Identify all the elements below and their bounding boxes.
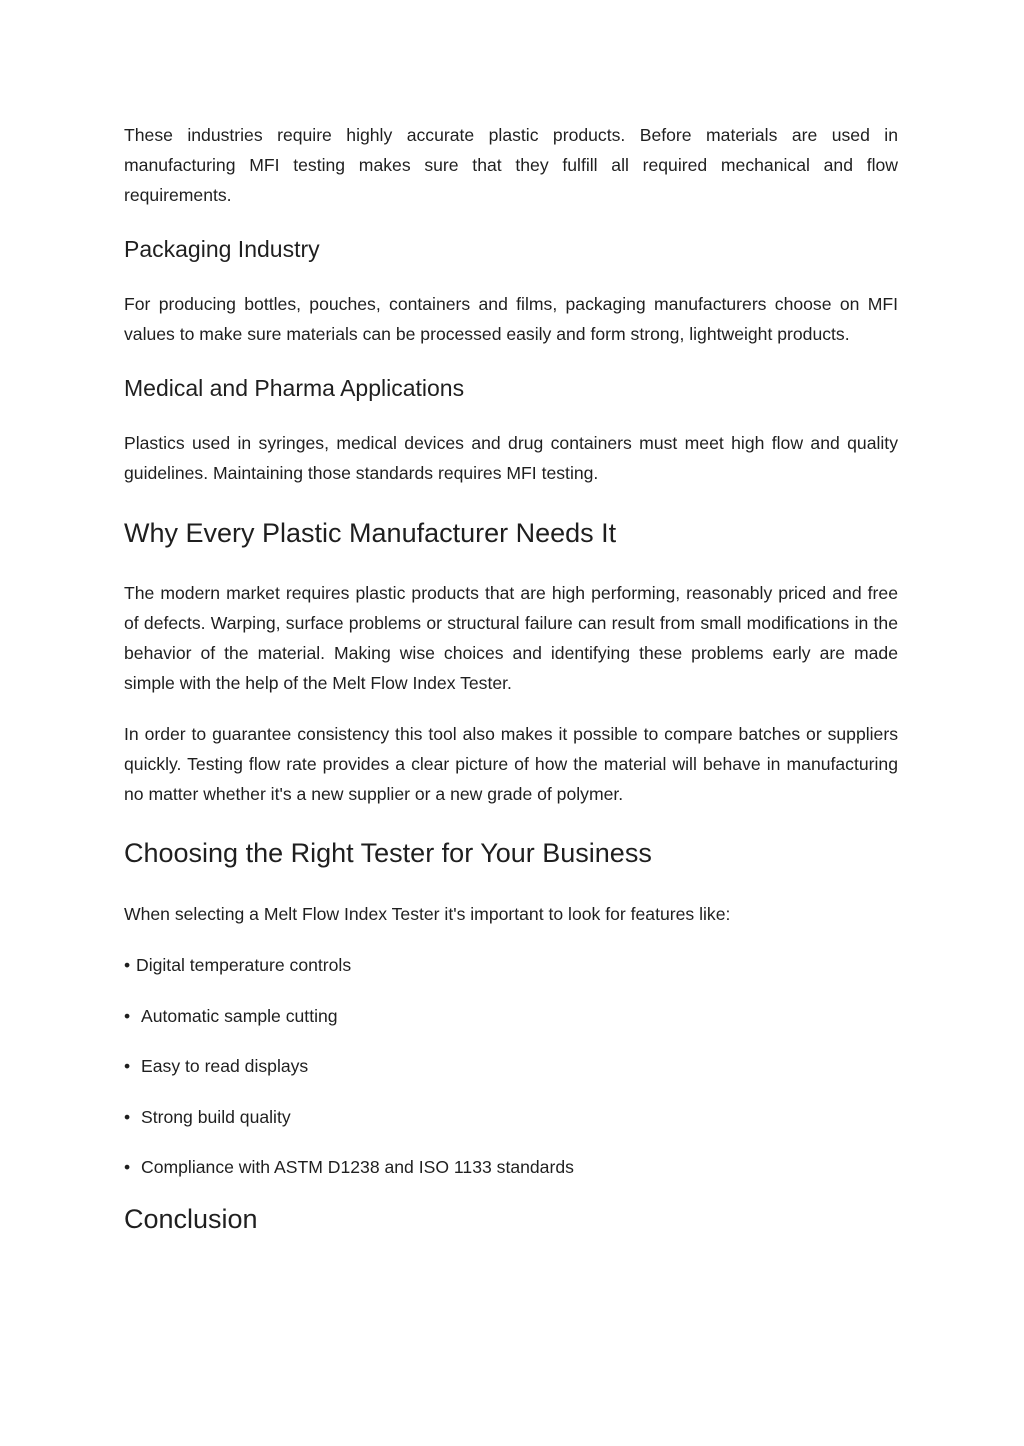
intro-paragraph: These industries require highly accurate plastic products. Before materials are used in manufacturing MFI testing makes sure that they fulfill all required mechanical and flow requirements. xyxy=(124,125,898,205)
bullet-icon: • xyxy=(124,1056,131,1077)
document-page xyxy=(124,120,898,1235)
list-item xyxy=(124,950,898,980)
bullet-icon: • xyxy=(124,1005,131,1026)
list-item xyxy=(124,1152,898,1182)
why-paragraph-2: In order to guarantee consistency this tool also makes it possible to compare batches or suppliers quickly. Testing flow rate provides a clear picture of how the material will behave in manufacturing no matter whether it's a new supplier or a new grade of polymer. xyxy=(124,724,898,804)
choosing-intro: When selecting a Melt Flow Index Tester it's important to look for features like: xyxy=(124,904,731,924)
list-item xyxy=(124,1102,898,1132)
feature-text: Automatic sample cutting xyxy=(141,1005,338,1026)
choosing-heading: Choosing the Right Tester for Your Business xyxy=(124,838,652,868)
list-item xyxy=(124,1001,898,1031)
bullet-icon: • xyxy=(124,955,131,975)
feature-text: Easy to read displays xyxy=(141,1056,309,1077)
bullet-icon: • xyxy=(124,1157,131,1178)
medical-paragraph: Plastics used in syringes, medical devices and drug containers must meet high flow and quality guidelines. Maintaining those standards requires MFI testing. xyxy=(124,433,898,483)
packaging-heading: Packaging Industry xyxy=(124,236,320,262)
packaging-paragraph: For producing bottles, pouches, containers and films, packaging manufacturers choose on MFI values to make sure materials can be processed easily and form strong, lightweight products. xyxy=(124,294,898,344)
why-paragraph-1: The modern market requires plastic products that are high performing, reasonably priced and free of defects. Warping, surface problems or structural failure can result from small modifications in the behavior of the material. Making wise choices and identifying these problems early are made simple with the help of the Melt Flow Index Tester. xyxy=(124,583,898,693)
feature-text: Compliance with ASTM D1238 and ISO 1133 standards xyxy=(141,1157,574,1178)
feature-text: Digital temperature controls xyxy=(136,955,352,975)
feature-text: Strong build quality xyxy=(141,1106,291,1127)
why-heading: Why Every Plastic Manufacturer Needs It xyxy=(124,518,617,548)
bullet-icon: • xyxy=(124,1106,131,1127)
conclusion-heading: Conclusion xyxy=(124,1203,258,1234)
feature-list xyxy=(124,950,898,1182)
medical-heading: Medical and Pharma Applications xyxy=(124,375,465,401)
list-item xyxy=(124,1051,898,1081)
